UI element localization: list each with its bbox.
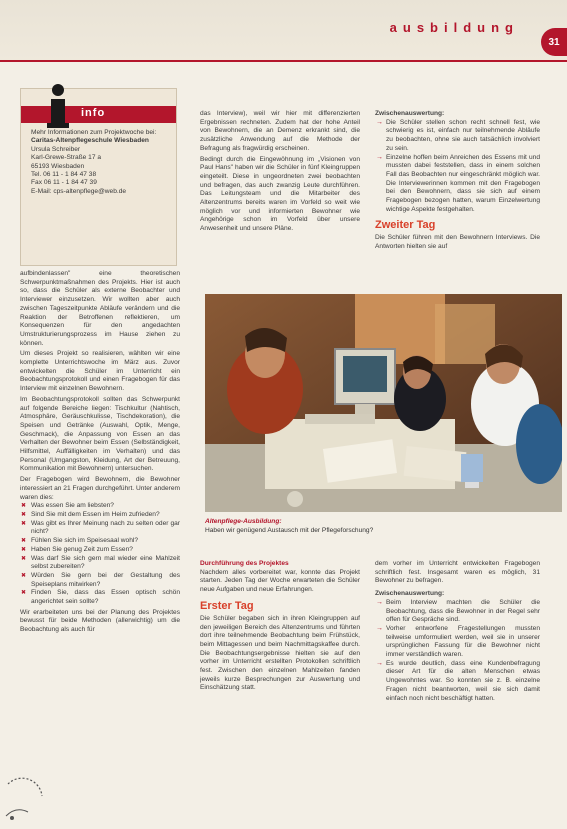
list-item: → Einzelne hoffen beim Anreichen des Essens mit und mussten dabei feststellen, dass in einem solchen Fall das Beobachten nur eingeschränkt möglich war. Die Interviewerinnen kommen mit den Fragebogen bei den Bewohnern, dass sie sich auf einem Fragebogen bezogen hatten, warum Einzelwertung wichtige Aspekte festgehalten. — [386, 154, 540, 215]
info-contact — [31, 129, 171, 196]
classroom-photo — [205, 294, 562, 512]
info-line: Fax 06 11 - 1 84 47 39 — [31, 179, 97, 187]
column-1 — [20, 270, 180, 810]
paragraph: das Interview), weil wir hier mit differenzierten Ergebnissen rechneten. Zudem hat der hohe Anteil von Bewohnern, die an Demenz erkrankt sind, die zusätzliche Anwendung auf die Methode der Befragung als fragwürdig erscheinen. — [200, 110, 360, 152]
paragraph: Um dieses Projekt so realisieren, wählten wir eine komplette Unterrichtswoche im März aus. Zuvor entwickelten die Schüler im Unterricht ein Beobachtungsprotokoll und einen Fragebogen für das Interview mit einzelnen Bewohnern. — [20, 350, 180, 393]
subheading: Durchführung des Projektes — [200, 560, 289, 567]
list-item: ✖ Sind Sie mit dem Essen im Heim zufrieden? — [31, 511, 180, 520]
list-item: ✖ Was gibt es Ihrer Meinung nach zu selten oder gar nicht? — [31, 520, 180, 537]
subheading: Zwischenauswertung: — [375, 590, 445, 598]
list-item: → Es wurde deutlich, dass eine Kundenbefragung dieser Art für die alten Menschen etwas Ungewohntes war. So konnten sie z. B. einzelne Fragen nicht beantworten, weil sie sich damit einfach noch nicht beschäftigt hatten. — [386, 660, 540, 704]
section-heading: Erster Tag — [200, 599, 254, 612]
findings-list — [375, 119, 540, 215]
list-item: ✖ Haben Sie genug Zeit zum Essen? — [31, 546, 180, 555]
caption-label: Altenpflege-Ausbildung: — [205, 518, 282, 525]
info-line: Ursula Schreiber — [31, 145, 81, 153]
list-item: ✖ Finden Sie, dass das Essen optisch schön angerichtet sein sollte? — [31, 589, 180, 606]
list-item: ✖ Was darf Sie sich gern mal wieder eine Mahlzeit selbst zubereiten? — [31, 555, 180, 572]
info-line: Tel. 06 11 - 1 84 47 38 — [31, 171, 97, 179]
photo-caption — [205, 518, 545, 535]
paragraph: Die Schüler führen mit den Bewohnern Interviews. Die Antworten hielten sie auf — [375, 234, 540, 251]
subheading: Zwischenauswertung: — [375, 110, 445, 117]
info-label: info — [81, 107, 106, 119]
list-item: ✖ Würden Sie gern bei der Gestaltung des Speiseplans mitwirken? — [31, 572, 180, 589]
column-2-top — [200, 110, 360, 292]
page-number: 31 — [541, 28, 567, 56]
corner-stamp-icon — [2, 776, 46, 824]
question-list — [20, 502, 180, 606]
findings-list — [375, 599, 540, 703]
list-item: → Vorher entworfene Fragestellungen mussten teilweise umformuliert werden, weil sie in unserer ursprünglichen Fassung für die Bewohner nicht immer verständlich waren. — [386, 625, 540, 660]
section-title: ausbildung — [389, 20, 519, 35]
paragraph: Nachdem alles vorbereitet war, konnte das Projekt starten. Jeden Tag der Woche erwarteten die Schüler neue Aufgaben und neue Erfahrungen. — [200, 568, 360, 594]
info-box — [20, 88, 177, 266]
photo-illustration — [205, 294, 562, 512]
list-item: ✖ Was essen Sie am liebsten? — [31, 502, 180, 511]
info-line: Karl-Grewe-Straße 17 a — [31, 154, 101, 162]
column-3-bottom — [375, 560, 540, 810]
paragraph: Die Schüler begaben sich in ihren Kleingruppen auf den jeweiligen Bereich des Altenzentrums und führten dort ihre teilnehmende Beobachtung beim Frühstück, beim Mittagessen und beim Nachmittagskaffee durch. Die Beobachtungsergebnisse hielten sie auf den vorher im Unterricht erstellten Protokollen schriftlich fest. Zwischen den einzelnen Mahlzeiten fanden jeweils kurze Besprechungen zur Auswertung und Einschätzung statt. — [200, 614, 360, 692]
paragraph: dem vorher im Unterricht entwickelten Fragebogen schriftlich fest. Insgesamt waren es möglich, 31 Bewohner zu befragen. — [375, 560, 540, 585]
paragraph: Der Fragebogen wird Bewohnern, die Bewohner interessiert an 21 Fragen durchgeführt. Unter anderem waren dies: — [20, 476, 180, 501]
list-item: ✖ Fühlen Sie sich im Speisesaal wohl? — [31, 537, 180, 546]
list-item: → Die Schüler stellen schon recht schnell fest, wie schwierig es ist, einfach nur teilnehmende Abläufe zu beobachten, ohne sie auch tatsächlich involviert zu sein. — [386, 119, 540, 154]
column-3-top — [375, 110, 540, 292]
paragraph: Wir erarbeiteten uns bei der Planung des Projektes bewusst für beide Methoden (allerwichtig) um die Beobachtung als auch für — [20, 608, 180, 634]
info-line: 65193 Wiesbaden — [31, 162, 85, 170]
info-org: Caritas-Altenpflegeschule Wiesbaden — [31, 137, 149, 145]
paragraph: Bedingt durch die Eingewöhnung im „Visionen von Paul Hans" haben wir die Schüler in fünf Kleingruppen eingeteilt. Diese in ungeordneten zwei beobachten und befragen, das auch zwanzig Leute durchführen. Das Leitungsteam und die Mitarbeiter des Altenzentrums bereits waren im Vorfeld so weit wie möglich vor und informierten Bewohner wie Angehörige schon im Vorfeld über unsere Anwesenheit und unsere Pläne. — [200, 155, 360, 233]
page-header — [0, 0, 567, 62]
section-heading: Zweiter Tag — [375, 219, 436, 232]
paragraph: Im Beobachtungsprotokoll sollten das Schwerpunkt auf folgende Bereiche liegen: Tischkultur (Nahtisch, Atmosphäre, Geräuschkulisse, Tischdekoration), die Speisen und Getränke (Auswahl, Optik, Menge, Geschmack), die Anpassung von Essen an das Verhalten der Bewohner beim Essen (Selbständigkeit, Hilfsmittel, Auffälligkeiten im Verhalten) und das Personal (Umgangston, Kleidung, Art der Betreuung, Kommunikation mit Bewohnern) untersuchen. — [20, 395, 180, 473]
column-2-bottom — [200, 560, 360, 810]
info-intro: Mehr Informationen zum Projektwoche bei: — [31, 129, 157, 136]
info-icon — [39, 83, 77, 129]
paragraph: aufbindenlassen" eine theoretischen Schwerpunktmaßnahmen des Projekts. Hier ist auch so, dass die Schüler als externe Beobachter und Interviewer einzusetzen. Wir wollten aber auch zwischen Tageszeitpunkte Abläufe verändern und die Reaktion der Betroffenen reflektieren, um Konsequenzen für den angedachten Umstrukturierungsprozess im Hause ziehen zu können. — [20, 270, 180, 347]
info-email: E-Mail: cps-altenpflege@web.de — [31, 187, 127, 195]
list-item: → Beim Interview machten die Schüler die Beobachtung, dass die Bewohner in der Regel sehr offen für Gespräche sind. — [386, 599, 540, 625]
caption-text: Haben wir genügend Austausch mit der Pflegeforschung? — [205, 526, 374, 534]
